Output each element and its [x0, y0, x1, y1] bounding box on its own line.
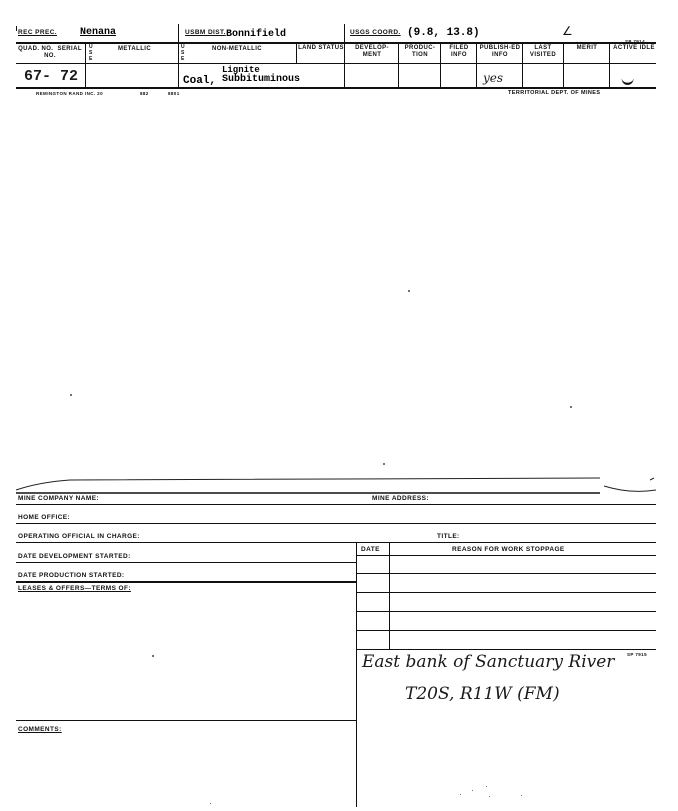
rule [356, 630, 656, 631]
rec-prec-value: Nenana [80, 27, 117, 38]
scan-speck [408, 290, 410, 292]
metallic-label: METALLIC [118, 46, 152, 52]
rule [16, 581, 356, 583]
divider [356, 649, 357, 807]
usgs-coord-label: USGS COORD. [350, 29, 401, 36]
mine-company-label: MINE COMPANY NAME: [18, 495, 99, 502]
handwritten-location: East bank of Sanctuary River [362, 652, 615, 672]
home-office-label: HOME OFFICE: [18, 514, 71, 521]
corner-tick [16, 26, 17, 31]
usbm-dist-label: USBM DIST. [185, 29, 226, 36]
rule [16, 523, 656, 524]
agency-label: TERRITORIAL DEPT. OF MINES [508, 90, 601, 96]
scan-speck [152, 655, 154, 657]
rule [356, 649, 656, 650]
active-idle-label: ACTIVE IDLE [613, 45, 655, 51]
rule [356, 611, 656, 612]
serial-label: SERIAL NO. [44, 46, 82, 59]
use-letters-right: U S E [181, 44, 186, 62]
divider [85, 42, 86, 87]
quad-label: QUAD. NO. [18, 46, 54, 52]
rule [16, 63, 656, 64]
top-right-mark: ∠ [562, 24, 573, 38]
date-column-header: DATE [361, 546, 380, 553]
active-idle-mark: ❩ [620, 76, 636, 88]
divider [476, 42, 477, 87]
development-label: DEVELOP-MENT [355, 45, 389, 58]
divider [296, 42, 297, 63]
card-edge [0, 474, 678, 498]
rule [16, 542, 656, 543]
rule [356, 555, 656, 556]
date-production-label: DATE PRODUCTION STARTED: [18, 572, 125, 579]
divider [389, 542, 390, 649]
scan-speck [70, 394, 72, 396]
commodity-line1: Lignite [222, 65, 260, 75]
usbm-dist-value: Bonnifield [226, 29, 287, 40]
rule [16, 720, 356, 721]
quad-serial-value: 67- 72 [24, 68, 79, 85]
published-value: yes [483, 71, 504, 85]
non-metallic-label: NON-METALLIC [212, 46, 263, 52]
title-label: TITLE: [437, 533, 460, 540]
divider [522, 42, 523, 87]
divider [356, 542, 357, 649]
rule [356, 573, 656, 574]
divider [178, 24, 179, 42]
date-development-label: DATE DEVELOPMENT STARTED: [18, 553, 131, 560]
published-info-label: PUBLISH-ED INFO [479, 45, 521, 58]
scan-speck [472, 790, 473, 791]
merit-label: MERIT [576, 45, 598, 51]
printer-code1: 882 [140, 91, 149, 96]
rule [16, 504, 656, 505]
land-status-label: LAND STATUS [298, 45, 344, 51]
rule [16, 42, 656, 44]
use-letters-left: U S E [89, 44, 94, 62]
scan-speck [489, 796, 490, 797]
last-visited-label: LAST VISITED [529, 45, 557, 58]
rule [16, 562, 356, 563]
scan-speck [460, 794, 461, 795]
quad-serial-header [18, 46, 82, 60]
comments-label: COMMENTS: [18, 726, 62, 733]
mine-address-label: MINE ADDRESS: [372, 495, 429, 502]
handwritten-township: T20S, R11W (FM) [405, 684, 560, 704]
divider [440, 42, 441, 87]
divider [344, 24, 345, 42]
divider [563, 42, 564, 87]
commodity-primary: Coal, [183, 75, 217, 87]
printer-code2: 8801 [168, 91, 180, 96]
scan-speck [521, 795, 522, 796]
scan-speck [383, 463, 385, 465]
form-number-top: SP 7914 [625, 39, 645, 44]
operating-official-label: OPERATING OFFICIAL IN CHARGE: [18, 533, 140, 540]
scan-speck [570, 406, 572, 408]
scan-speck [486, 786, 487, 787]
divider [178, 42, 179, 87]
production-label: PRODUC-TION [404, 45, 436, 58]
form-number-bottom: SP 7915 [627, 652, 647, 657]
rec-prec-label: REC PREC. [18, 29, 57, 36]
rule [356, 592, 656, 593]
rule [16, 87, 656, 89]
usgs-coord-value: (9.8, 13.8) [407, 27, 480, 39]
divider [609, 42, 610, 87]
scan-speck [210, 803, 211, 804]
commodity-line2: Subbituminous [222, 74, 301, 85]
divider [398, 42, 399, 87]
filed-info-label: FILED INFO [449, 45, 469, 58]
printer-line: REMINGTON RAND INC. 20 [36, 91, 103, 96]
reason-stoppage-header: REASON FOR WORK STOPPAGE [452, 546, 565, 553]
divider [344, 42, 345, 87]
leases-offers-label: LEASES & OFFERS—TERMS OF: [18, 585, 131, 592]
